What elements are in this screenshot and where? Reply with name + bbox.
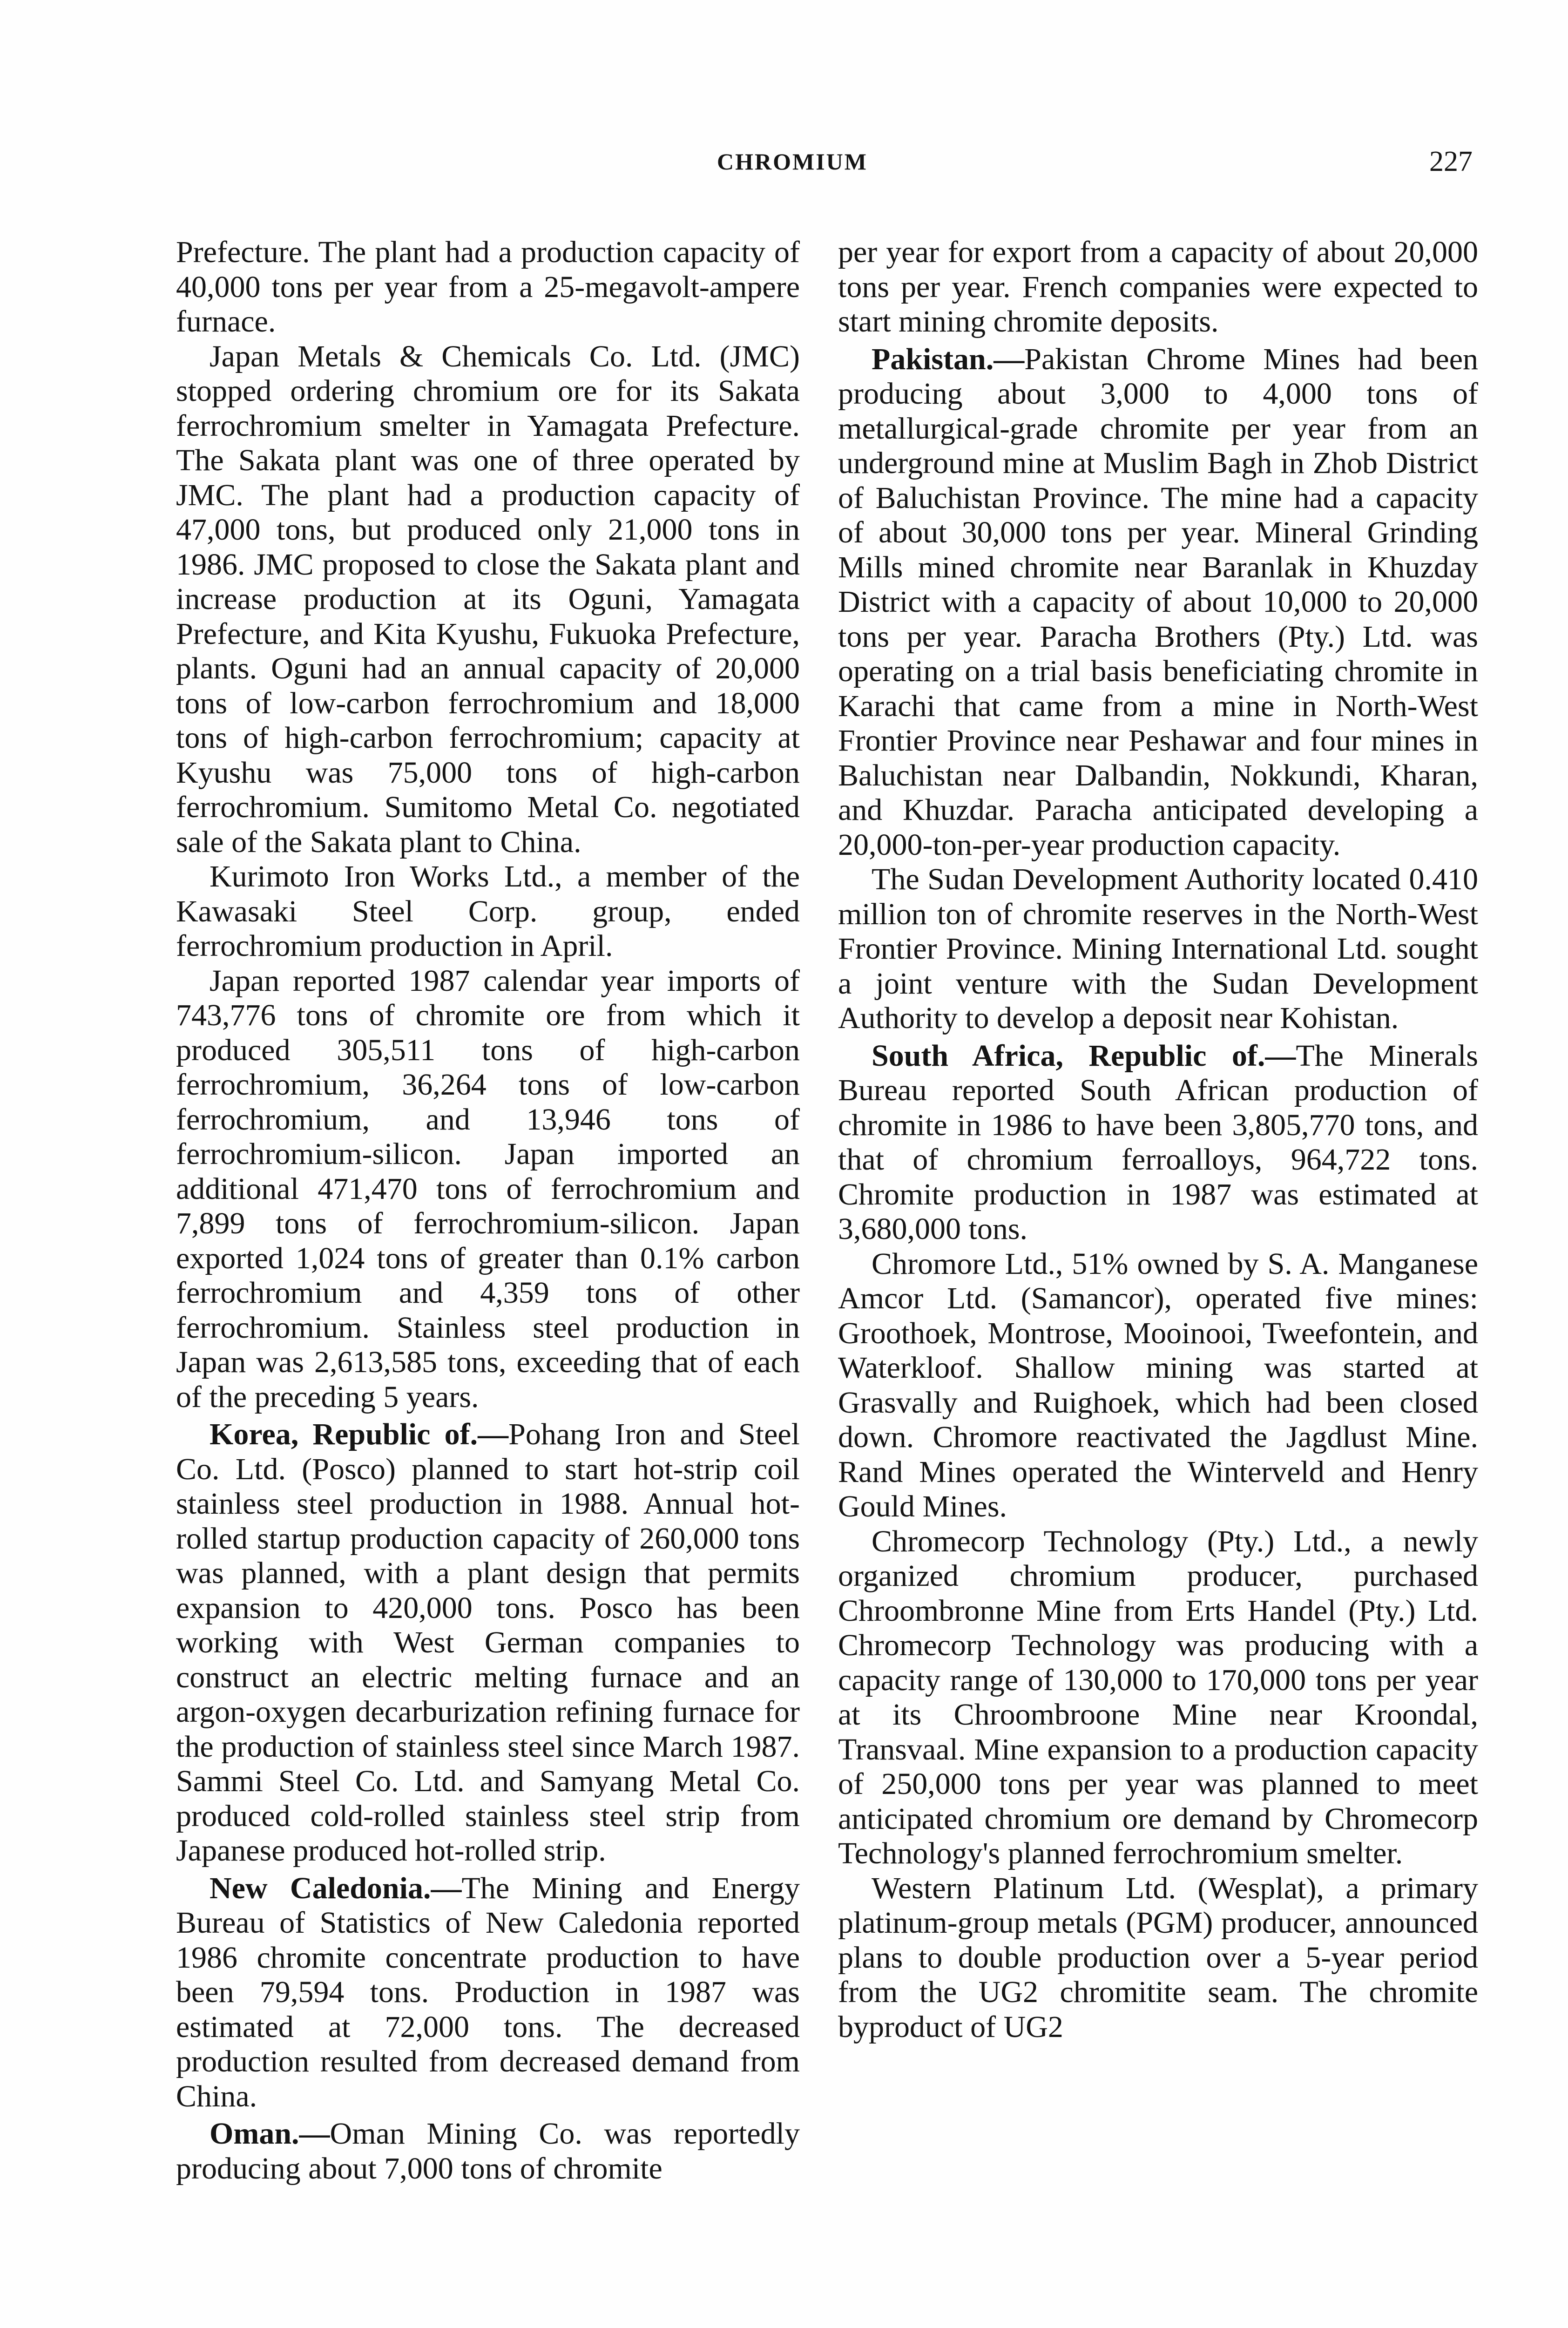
paragraph: per year for export from a capacity of about 20,000 tons per year. French companies were expected to start mining chromite deposits. [838, 235, 1478, 338]
section-heading-oman: Oman.— [210, 2117, 330, 2151]
paragraph: Kurimoto Iron Works Ltd., a member of the Kawasaki Steel Corp. group, ended ferrochromium production in April. [176, 859, 800, 963]
section-text: The Minerals Bureau reported South African production of chromite in 1986 to have been 3,805,770 tons, and that of chromium ferroalloys, 964,722 tons. Chromite production in 1987 was estimated at 3,680,000 tons. [838, 1038, 1478, 1246]
running-head: CHROMIUM [717, 149, 868, 175]
paragraph: Western Platinum Ltd. (Wesplat), a primary platinum-group metals (PGM) producer, announced plans to double production over a 5-year period from the UG2 chromitite seam. The chromite byproduct of UG2 [838, 1871, 1478, 2044]
section-text: Oman Mining Co. was reportedly producing about 7,000 tons of chromite [176, 2117, 800, 2186]
paragraph: Chromore Ltd., 51% owned by S. A. Manganese Amcor Ltd. (Samancor), operated five mines: Groothoek, Montrose, Mooinooi, Tweefontein, and Waterkloof. Shallow mining was started at Grasvally and Ruighoek, which had been closed down. Chromore reactivated the Jagdlust Mine. Rand Mines operated the Winterveld and Henry Gould Mines. [838, 1246, 1478, 1523]
paragraph: Japan reported 1987 calendar year imports of 743,776 tons of chromite ore from which it produced 305,511 tons of high-carbon ferrochromium, 36,264 tons of low-carbon ferrochromium, and 13,946 tons of ferrochromium-silicon. Japan imported an additional 471,470 tons of ferrochromium and 7,899 tons of ferrochromium-silicon. Japan exported 1,024 tons of greater than 0.1% carbon ferrochromium and 4,359 tons of other ferrochromium. Stainless steel production in Japan was 2,613,585 tons, exceeding that of each of the preceding 5 years. [176, 963, 800, 1414]
paragraph: Chromecorp Technology (Pty.) Ltd., a newly organized chromium producer, purchased Chroombronne Mine from Erts Handel (Pty.) Ltd. Chromecorp Technology was producing with a capacity range of 130,000 to 170,000 tons per year at its Chroombroone Mine near Kroondal, Transvaal. Mine expansion to a production capacity of 250,000 tons per year was planned to meet anticipated chromium ore demand by Chromecorp Technology's planned ferrochromium smelter. [838, 1524, 1478, 1870]
page-number: 227 [1429, 146, 1473, 177]
oman-section [176, 2117, 800, 2186]
section-heading-pakistan: Pakistan.— [872, 342, 1025, 376]
south-africa-section [838, 1039, 1478, 1247]
paragraph: Prefecture. The plant had a production capacity of 40,000 tons per year from a 25-megavolt-ampere furnace. [176, 235, 800, 338]
section-heading-korea: Korea, Republic of.— [210, 1417, 509, 1451]
pakistan-section [838, 342, 1478, 863]
section-text: Pohang Iron and Steel Co. Ltd. (Posco) planned to start hot-strip coil stainless steel production in 1988. Annual hot-rolled startup production capacity of 260,000 tons was planned, with a plant design that permits expansion to 420,000 tons. Posco has been working with West German companies to construct an electric melting furnace and an argon-oxygen decarburization refining furnace for the production of stainless steel since March 1987. Sammi Steel Co. Ltd. and Samyang Metal Co. produced cold-rolled stainless steel strip from Japanese produced hot-rolled strip. [176, 1417, 800, 1868]
section-text: The Mining and Energy Bureau of Statistics of New Caledonia reported 1986 chromite concentrate production to have been 79,594 tons. Production in 1987 was estimated at 72,000 tons. The decreased production resulted from decreased demand from China. [176, 1871, 800, 2113]
new-caledonia-section [176, 1871, 800, 2114]
section-heading-south-africa: South Africa, Republic of.— [872, 1038, 1296, 1073]
right-column [838, 235, 1478, 2044]
left-column [176, 235, 800, 2186]
korea-section [176, 1417, 800, 1868]
section-text: Pakistan Chrome Mines had been producing about 3,000 to 4,000 tons of metallurgical-grade chromite per year from an underground mine at Muslim Bagh in Zhob District of Baluchistan Province. The mine had a capacity of about 30,000 tons per year. Mineral Grinding Mills mined chromite near Baranlak in Khuzday District with a capacity of about 10,000 to 20,000 tons per year. Paracha Brothers (Pty.) Ltd. was operating on a trial basis beneficiating chromite in Karachi that came from a mine in North-West Frontier Province near Peshawar and four mines in Baluchistan near Dalbandin, Nokkundi, Kharan, and Khuzdar. Paracha anticipated developing a 20,000-ton-per-year production capacity. [838, 342, 1478, 862]
paragraph: The Sudan Development Authority located 0.410 million ton of chromite reserves in the North-West Frontier Province. Mining International Ltd. sought a joint venture with the Sudan Development Authority to develop a deposit near Kohistan. [838, 862, 1478, 1035]
paragraph: Japan Metals & Chemicals Co. Ltd. (JMC) stopped ordering chromium ore for its Sakata ferrochromium smelter in Yamagata Prefecture. The Sakata plant was one of three operated by JMC. The plant had a production capacity of 47,000 tons, but produced only 21,000 tons in 1986. JMC proposed to close the Sakata plant and increase production at its Oguni, Yamagata Prefecture, and Kita Kyushu, Fukuoka Prefecture, plants. Oguni had an annual capacity of 20,000 tons of low-carbon ferrochromium and 18,000 tons of high-carbon ferrochromium; capacity at Kyushu was 75,000 tons of high-carbon ferrochromium. Sumitomo Metal Co. negotiated sale of the Sakata plant to China. [176, 339, 800, 859]
section-heading-new-caledonia: New Caledonia.— [210, 1871, 462, 1905]
